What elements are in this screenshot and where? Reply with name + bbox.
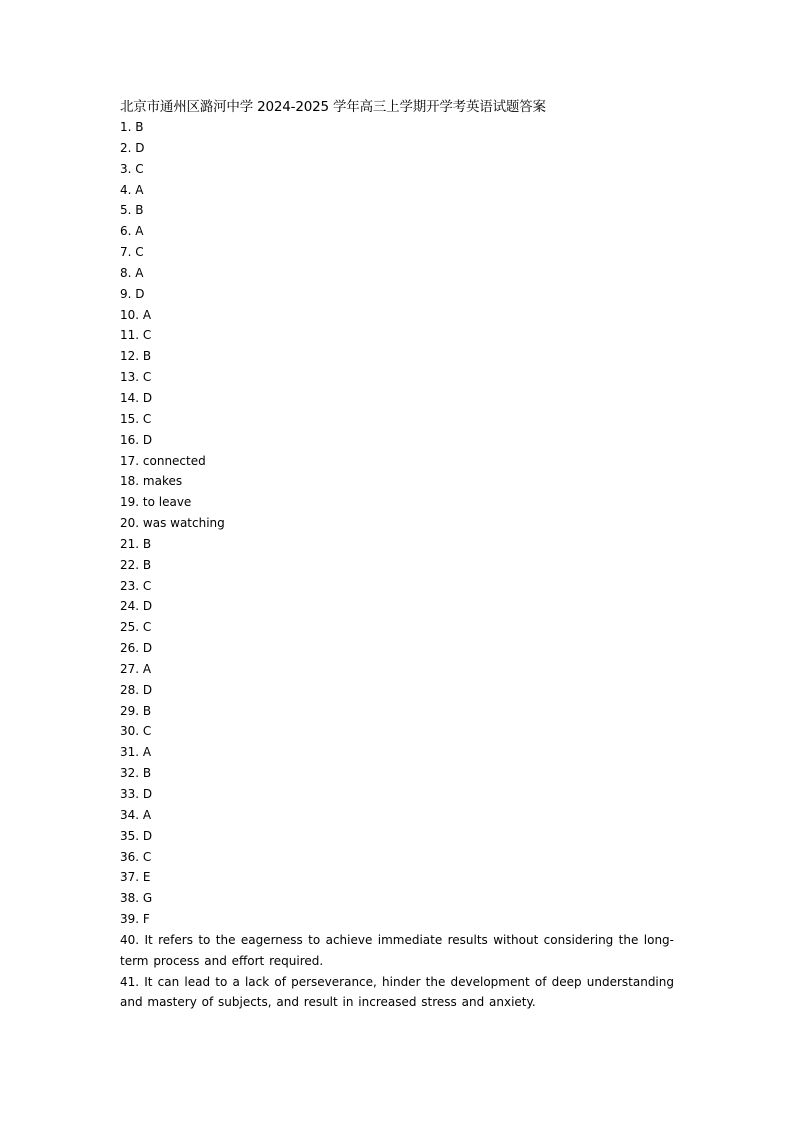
answer-item: 2. D [120,140,145,155]
answer-item: 17. connected [120,453,206,468]
answer-item: 27. A [120,661,152,676]
answer-item: 30. C [120,724,152,739]
answer-item: 5. B [120,203,144,218]
answer-item: 12. B [120,349,152,364]
answer-item: 20. was watching [120,516,225,531]
answer-item: 14. D [120,390,153,405]
answer-item: 28. D [120,682,153,697]
answer-item: 39. F [120,912,150,927]
answer-item: 23. C [120,578,152,593]
document-title: 北京市通州区潞河中学 2024-2025 学年高三上学期开学考英语试题答案 [120,99,546,115]
answer-item: 13. C [120,370,152,385]
answer-item: 21. B [120,536,152,551]
answer-item: 26. D [120,641,153,656]
answer-item: 18. makes [120,474,183,489]
answer-item: 38. G [120,891,153,906]
answer-item: 25. C [120,620,152,635]
answer-item: 32. B [120,766,152,781]
answer-item: 31. A [120,745,152,760]
answer-item: 29. B [120,703,152,718]
answer-item: 24. D [120,599,153,614]
answer-item: 22. B [120,557,152,572]
answer-item: 3. C [120,161,144,176]
answer-item: 15. C [120,411,152,426]
answer-list [120,117,674,1013]
answer-item: 33. D [120,787,153,801]
answer-item: 40. It refers to the eagerness to achieve immediate results without considering the long-term process and effort required. [120,932,674,968]
answer-item: 11. C [120,328,152,343]
answer-item: 41. It can lead to a lack of perseverance, hinder the development of deep understanding and mastery of subjects, and result in increased stress and anxiety. [120,974,674,1010]
answer-item: 35. D [120,828,153,843]
answer-item: 8. A [120,265,144,280]
answer-item: 16. D [120,432,153,447]
answer-item: 34. A [120,807,152,822]
answer-item: 4. A [120,182,144,197]
answer-item: 37. E [120,870,151,885]
answer-item: 7. C [120,245,144,260]
answer-item: 19. to leave [120,495,192,510]
answer-item: 10. A [120,307,152,322]
answer-item: 36. C [120,849,152,864]
answer-document [120,97,674,1013]
answer-item: 6. A [120,224,144,239]
answer-item: 9. D [120,286,145,301]
answer-item: 1. B [120,120,144,134]
